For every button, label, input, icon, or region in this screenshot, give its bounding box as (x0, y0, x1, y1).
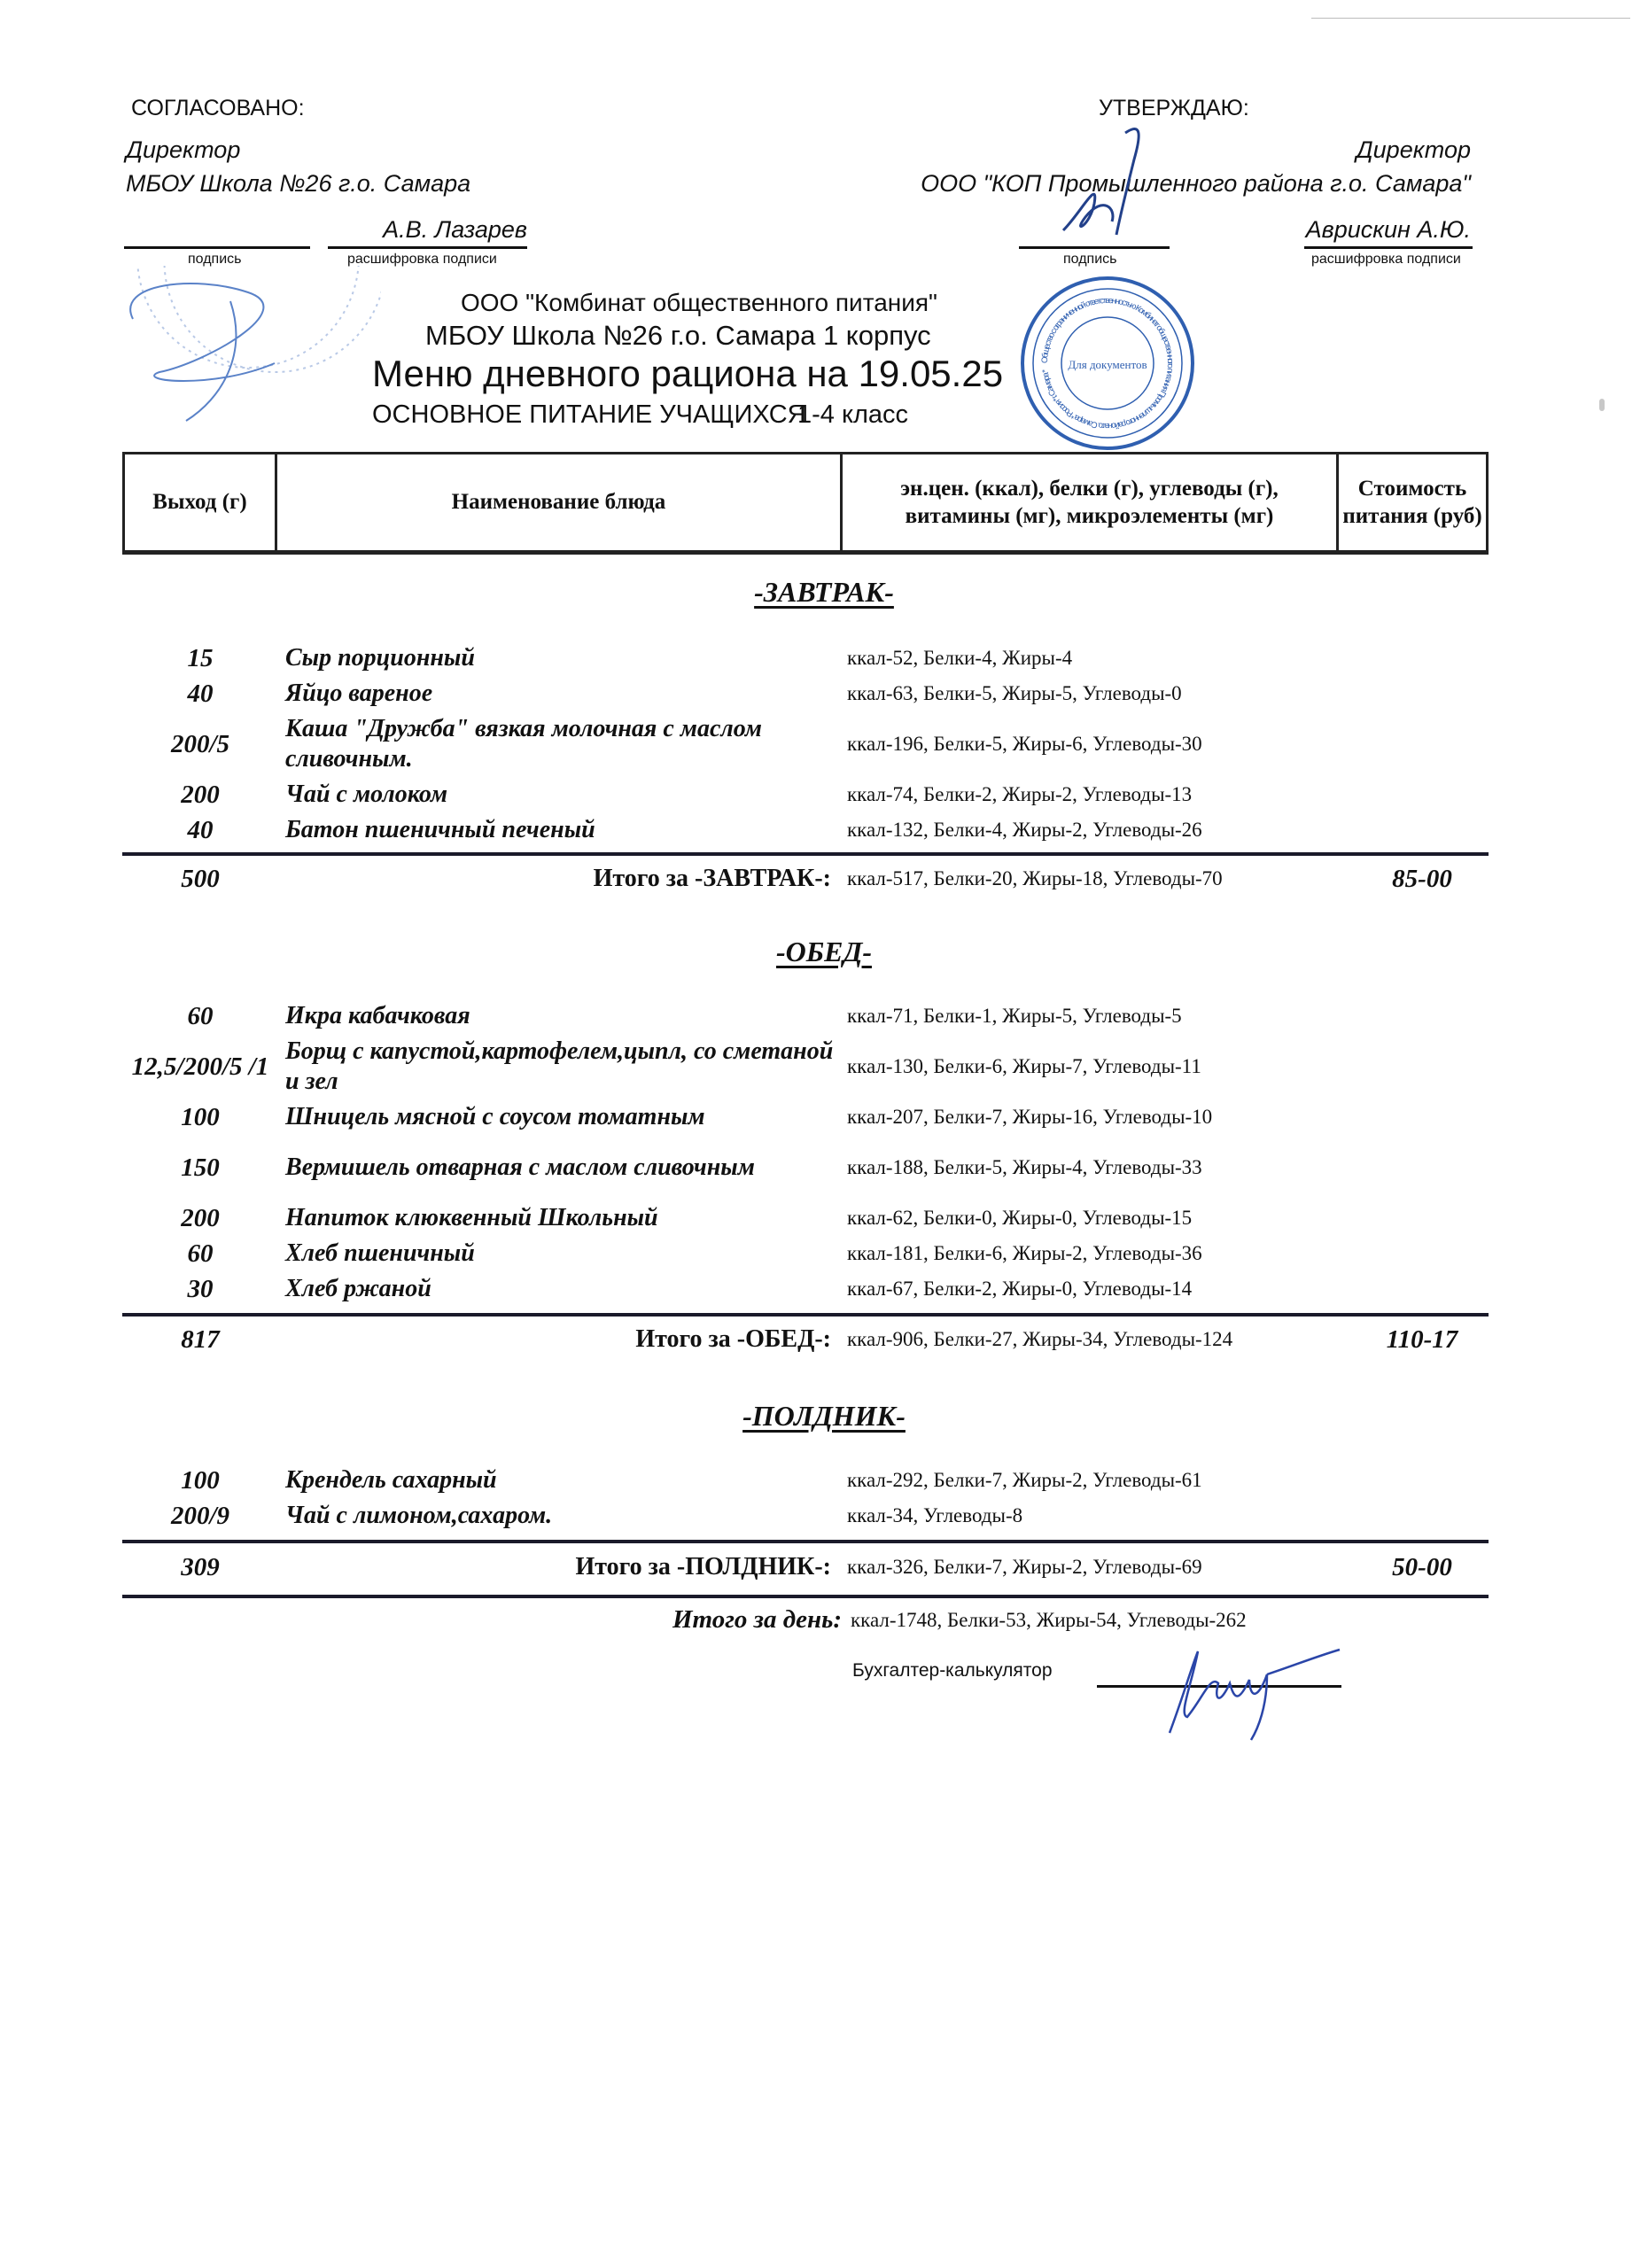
right-decode-line (1304, 246, 1473, 249)
item-nutrition: ккал-52, Белки-4, Жиры-4 (847, 647, 1073, 669)
item-output: 100 (181, 1466, 220, 1495)
table-header (122, 452, 1489, 555)
item-output: 200/5 (170, 730, 230, 758)
right-approval-name: Аврискин А.Ю. (1305, 216, 1471, 243)
table-row (122, 1237, 1489, 1270)
item-name: Хлеб пшеничный (285, 1239, 475, 1267)
item-name: Борщ с капустой,картофелем,цыпл, со сметаной и зел (285, 1037, 834, 1095)
left-decode-line (328, 246, 527, 249)
item-nutrition: ккал-67, Белки-2, Жиры-0, Углеводы-14 (847, 1278, 1193, 1300)
header-nutrition: эн.цен. (ккал), белки (г), углеводы (г), витамины (мг), микроэлементы (мг) (843, 454, 1339, 550)
item-output: 60 (187, 1239, 214, 1268)
item-nutrition: ккал-188, Белки-5, Жиры-4, Углеводы-33 (847, 1156, 1202, 1178)
right-approval-position: Директор (1356, 136, 1471, 163)
right-stamp-center-text: Для документов (1068, 358, 1147, 371)
item-nutrition: ккал-74, Белки-2, Жиры-2, Углеводы-13 (847, 783, 1193, 805)
total-nutrition: ккал-326, Белки-7, Жиры-2, Углеводы-69 (847, 1556, 1202, 1578)
table-row (122, 1499, 1489, 1533)
table-row (122, 1136, 1489, 1200)
item-name: Шницель мясной с соусом томатным (285, 1103, 705, 1130)
total-output: 309 (181, 1553, 220, 1581)
table-row (122, 1464, 1489, 1497)
item-name: Яйцо вареное (285, 680, 433, 707)
left-approval-position: Директор (126, 136, 241, 163)
table-row (122, 641, 1489, 675)
left-decode-caption: расшифровка подписи (347, 252, 497, 267)
item-nutrition: ккал-181, Белки-6, Жиры-2, Углеводы-36 (847, 1242, 1202, 1264)
scan-edge-line (1311, 18, 1630, 19)
day-total-label: Итого за день: (672, 1605, 842, 1634)
item-output: 40 (187, 816, 214, 844)
item-nutrition: ккал-34, Углеводы-8 (847, 1504, 1023, 1526)
item-nutrition: ккал-132, Белки-4, Жиры-2, Углеводы-26 (847, 819, 1202, 841)
total-nutrition: ккал-906, Белки-27, Жиры-34, Углеводы-124 (847, 1328, 1233, 1350)
table-row (122, 813, 1489, 847)
left-signature-caption: подпись (188, 252, 242, 267)
right-stamp-ring-text: Общество с ограниченной ответственностью Комбинат общественного питания Промышленного района г.о. Самара * Россия * г. Самара * (1039, 295, 1176, 431)
item-name: Сыр порционный (285, 644, 475, 672)
left-approval-organization: МБОУ Школа №26 г.о. Самара (126, 170, 471, 197)
total-row-snack (122, 1549, 1489, 1586)
item-nutrition: ккал-130, Белки-6, Жиры-7, Углеводы-11 (847, 1055, 1201, 1077)
total-output: 500 (181, 865, 220, 893)
item-nutrition: ккал-207, Белки-7, Жиры-16, Углеводы-10 (847, 1106, 1213, 1128)
right-signature-caption: подпись (1063, 252, 1117, 267)
item-output: 200/9 (170, 1502, 230, 1530)
right-approval-heading: УТВЕРЖДАЮ: (1099, 96, 1249, 120)
left-approval-name: А.В. Лазарев (383, 216, 527, 243)
right-decode-caption: расшифровка подписи (1311, 252, 1461, 267)
header-output: Выход (г) (125, 454, 277, 550)
total-row-lunch (122, 1322, 1489, 1357)
right-signature-line (1019, 246, 1170, 249)
title-school: МБОУ Школа №26 г.о. Самара 1 корпус (425, 320, 931, 351)
item-nutrition: ккал-196, Белки-5, Жиры-6, Углеводы-30 (847, 733, 1202, 755)
item-output: 30 (187, 1275, 214, 1303)
total-output: 817 (181, 1325, 220, 1354)
table-row (122, 999, 1489, 1033)
item-name: Икра кабачковая (285, 1002, 470, 1029)
table-row (122, 1201, 1489, 1235)
item-nutrition: ккал-292, Белки-7, Жиры-2, Углеводы-61 (847, 1469, 1202, 1491)
item-output: 200 (181, 1204, 220, 1232)
section-title-lunch: -ОБЕД- (776, 936, 872, 967)
item-output: 12,5/200/5 /1 (131, 1052, 269, 1081)
item-name: Напиток клюквенный Школьный (285, 1204, 658, 1231)
total-nutrition: ккал-517, Белки-20, Жиры-18, Углеводы-70 (847, 867, 1223, 889)
item-name: Хлеб ржаной (285, 1275, 431, 1302)
menu-grade: 1-4 класс (797, 400, 909, 429)
item-output: 40 (187, 680, 214, 708)
table-row (122, 1100, 1489, 1134)
total-cost: 110-17 (1386, 1325, 1458, 1354)
section-title-snack: -ПОЛДНИК- (742, 1400, 906, 1432)
item-output: 100 (181, 1103, 220, 1131)
right-approval-organization: ООО "КОП Промышленного района г.о. Самара" (921, 170, 1471, 197)
table-row (122, 778, 1489, 812)
item-nutrition: ккал-71, Белки-1, Жиры-5, Углеводы-5 (847, 1005, 1182, 1027)
section-divider (122, 1595, 1489, 1598)
total-label: Итого за -ЗАВТРАК-: (593, 865, 831, 892)
item-output: 15 (187, 644, 214, 672)
total-cost: 85-00 (1392, 865, 1452, 893)
right-director-signature (1054, 124, 1161, 239)
menu-title: Меню дневного рациона на 19.05.25 (372, 353, 1004, 394)
table-row (122, 712, 1489, 776)
item-nutrition: ккал-63, Белки-5, Жиры-5, Углеводы-0 (847, 682, 1182, 704)
scan-speck (1599, 399, 1605, 411)
day-total-nutrition: ккал-1748, Белки-53, Жиры-54, Углеводы-262 (851, 1609, 1247, 1631)
table-row (122, 1035, 1489, 1099)
header-dish-name: Наименование блюда (277, 454, 843, 550)
title-organization: ООО "Комбинат общественного питания" (461, 289, 937, 316)
header-cost: Стоимость питания (руб) (1342, 476, 1482, 528)
item-output: 200 (181, 781, 220, 809)
item-name: Каша "Дружба" вязкая молочная с маслом сливочным. (285, 715, 762, 773)
item-nutrition: ккал-62, Белки-0, Жиры-0, Углеводы-15 (847, 1207, 1193, 1229)
total-row-breakfast (122, 861, 1489, 897)
item-name: Батон пшеничный печеный (285, 816, 595, 843)
total-label: Итого за -ПОЛДНИК-: (575, 1553, 831, 1581)
table-row (122, 677, 1489, 711)
item-output: 150 (181, 1153, 220, 1182)
left-stamp (115, 266, 381, 425)
item-name: Чай с молоком (285, 781, 448, 808)
section-divider (122, 1540, 1489, 1543)
item-output: 60 (187, 1002, 214, 1030)
total-cost: 50-00 (1392, 1553, 1452, 1581)
accountant-label: Бухгалтер-калькулятор (852, 1660, 1053, 1681)
section-divider (122, 852, 1489, 856)
accountant-signature (1143, 1644, 1347, 1742)
section-divider (122, 1313, 1489, 1317)
left-approval-heading: СОГЛАСОВАНО: (131, 96, 305, 120)
item-name: Чай с лимоном,сахаром. (285, 1502, 553, 1529)
section-title-breakfast: -ЗАВТРАК- (754, 576, 894, 608)
menu-category: ОСНОВНОЕ ПИТАНИЕ УЧАЩИХСЯ (372, 400, 806, 429)
item-name: Крендель сахарный (285, 1466, 497, 1494)
table-row (122, 1272, 1489, 1306)
item-name: Вермишель отварная с маслом сливочным (285, 1153, 755, 1181)
right-stamp (1019, 275, 1196, 452)
total-label: Итого за -ОБЕД-: (635, 1325, 831, 1353)
left-signature-line (124, 246, 310, 249)
